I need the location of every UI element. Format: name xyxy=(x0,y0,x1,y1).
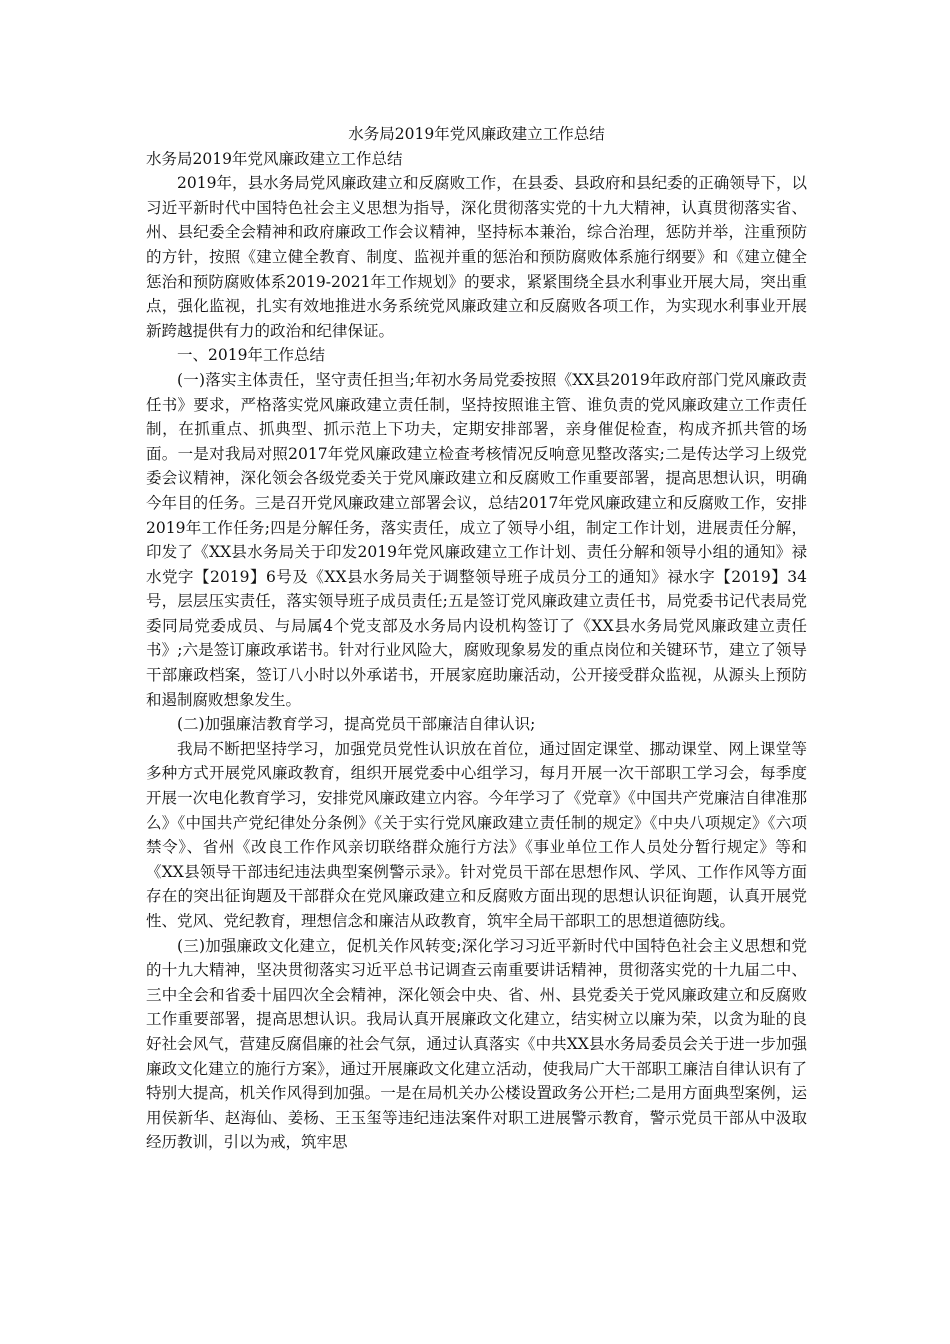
document-page xyxy=(146,122,807,1155)
paragraph-education-heading: (二)加强廉洁教育学习，提高党员干部廉洁自律认识; xyxy=(177,715,536,734)
document-subtitle: 水务局2019年党风廉政建立工作总结 xyxy=(146,149,403,168)
document-title: 水务局2019年党风廉政建立工作总结 xyxy=(348,125,605,143)
paragraph-responsibility: (一)落实主体责任，坚守责任担当;年初水务局党委按照《XX县2019年政府部门党风廉政责任书》要求，严格落实党风廉政建立责任制，坚持按照谁主管、谁负责的党风廉政建立工作责任制，在抓重点、抓典型、抓示范上下功夫，定期安排部署，亲身催促检查，构成齐抓共管的场面。一是对我局对照2017年党风廉政建立检查考核情况反响意见整改落实;二是传达学习上级党委会议精神，深化领会各级党委关于党风廉政建立和反腐败工作重要部署，提高思想认识，明确今年目的任务。三是召开党风廉政建立部署会议，总结2017年党风廉政建立和反腐败工作，安排2019年工作任务;四是分解任务，落实责任，成立了领导小组，制定工作计划，进展责任分解，印发了《XX县水务局关于印发2019年党风廉政建立工作计划、责任分解和领导小组的通知》禄水党字【2019】6号及《XX县水务局关于调整领导班子成员分工的通知》禄水字【2019】34号，层层压实责任，落实领导班子成员责任;五是签订党风廉政建立责任书，局党委书记代表局党委同局党委成员、与局属4个党支部及水务局内设机构签订了《XX县水务局党风廉政建立责任书》;六是签订廉政承诺书。针对行业风险大，腐败现象易发的重点岗位和关键环节，建立了领导干部廉政档案，签订八小时以外承诺书，开展家庭助廉活动，公开接受群众监视，从源头上预防和遏制腐败想象发生。 xyxy=(146,370,807,709)
paragraph-culture: (三)加强廉政文化建立，促机关作风转变;深化学习习近平新时代中国特色社会主义思想和党的十九大精神，坚决贯彻落实习近平总书记调查云南重要讲话精神，贯彻落实党的十九届二中、三中全会和省委十届四次全会精神，深化领会中央、省、州、县党委关于党风廉政建立和反腐败工作重要部署，提高思想认识。我局认真开展廉政文化建立，结实树立以廉为荣，以贪为耻的良好社会风气，营建反腐倡廉的社会气氛，通过认真落实《中共XX县水务局委员会关于进一步加强廉政文化建立的施行方案》，通过开展廉政文化建立活动，使我局广大干部职工廉洁自律认识有了特别大提高，机关作风得到加强。一是在局机关办公楼设置政务公开栏;二是用方面典型案例，运用侯新华、赵海仙、姜杨、王玉玺等违纪违法案件对职工进展警示教育，警示党员干部从中汲取经历教训，引以为戒，筑牢思 xyxy=(146,936,807,1152)
paragraph-education: 我局不断把坚持学习，加强党员党性认识放在首位，通过固定课堂、挪动课堂、网上课堂等多种方式开展党风廉政教育，组织开展党委中心组学习，每月开展一次干部职工学习会，每季度开展一次电化教育学习，安排党风廉政建立内容。今年学习了《党章》《中国共产党廉洁自律准那么》《中国共产党纪律处分条例》《关于实行党风廉政建立责任制的规定》《中央八项规定》《六项禁令》、省州《改良工作作风亲切联络群众施行方法》《事业单位工作人员处分暂行规定》等和《XX县领导干部违纪违法典型案例警示录》。针对党员干部在思想作风、学风、工作作风等方面存在的突出征询题及干部群众在党风廉政建立和反腐败方面出现的思想认识征询题，认真开展党性、党风、党纪教育，理想信念和廉洁从政教育，筑牢全局干部职工的思想道德防线。 xyxy=(146,739,807,930)
section-heading-2019-summary: 一、2019年工作总结 xyxy=(177,346,325,365)
paragraph-intro: 2019年，县水务局党风廉政建立和反腐败工作，在县委、县政府和县纪委的正确领导下，以习近平新时代中国特色社会主义思想为指导，深化贯彻落实党的十九大精神，认真贯彻落实省、州、县纪委全会精神和政府廉政工作会议精神，坚持标本兼治，综合治理，惩防并举，注重预防的方针，按照《建立健全教育、制度、监视并重的惩治和预防腐败体系施行纲要》和《建立健全惩治和预防腐败体系2019-2021年工作规划》的要求，紧紧围绕全县水利事业开展大局，突出重点，强化监视，扎实有效地推进水务系统党风廉政建立和反腐败各项工作，为实现水利事业开展新跨越提供有力的政治和纪律保证。 xyxy=(146,174,807,340)
